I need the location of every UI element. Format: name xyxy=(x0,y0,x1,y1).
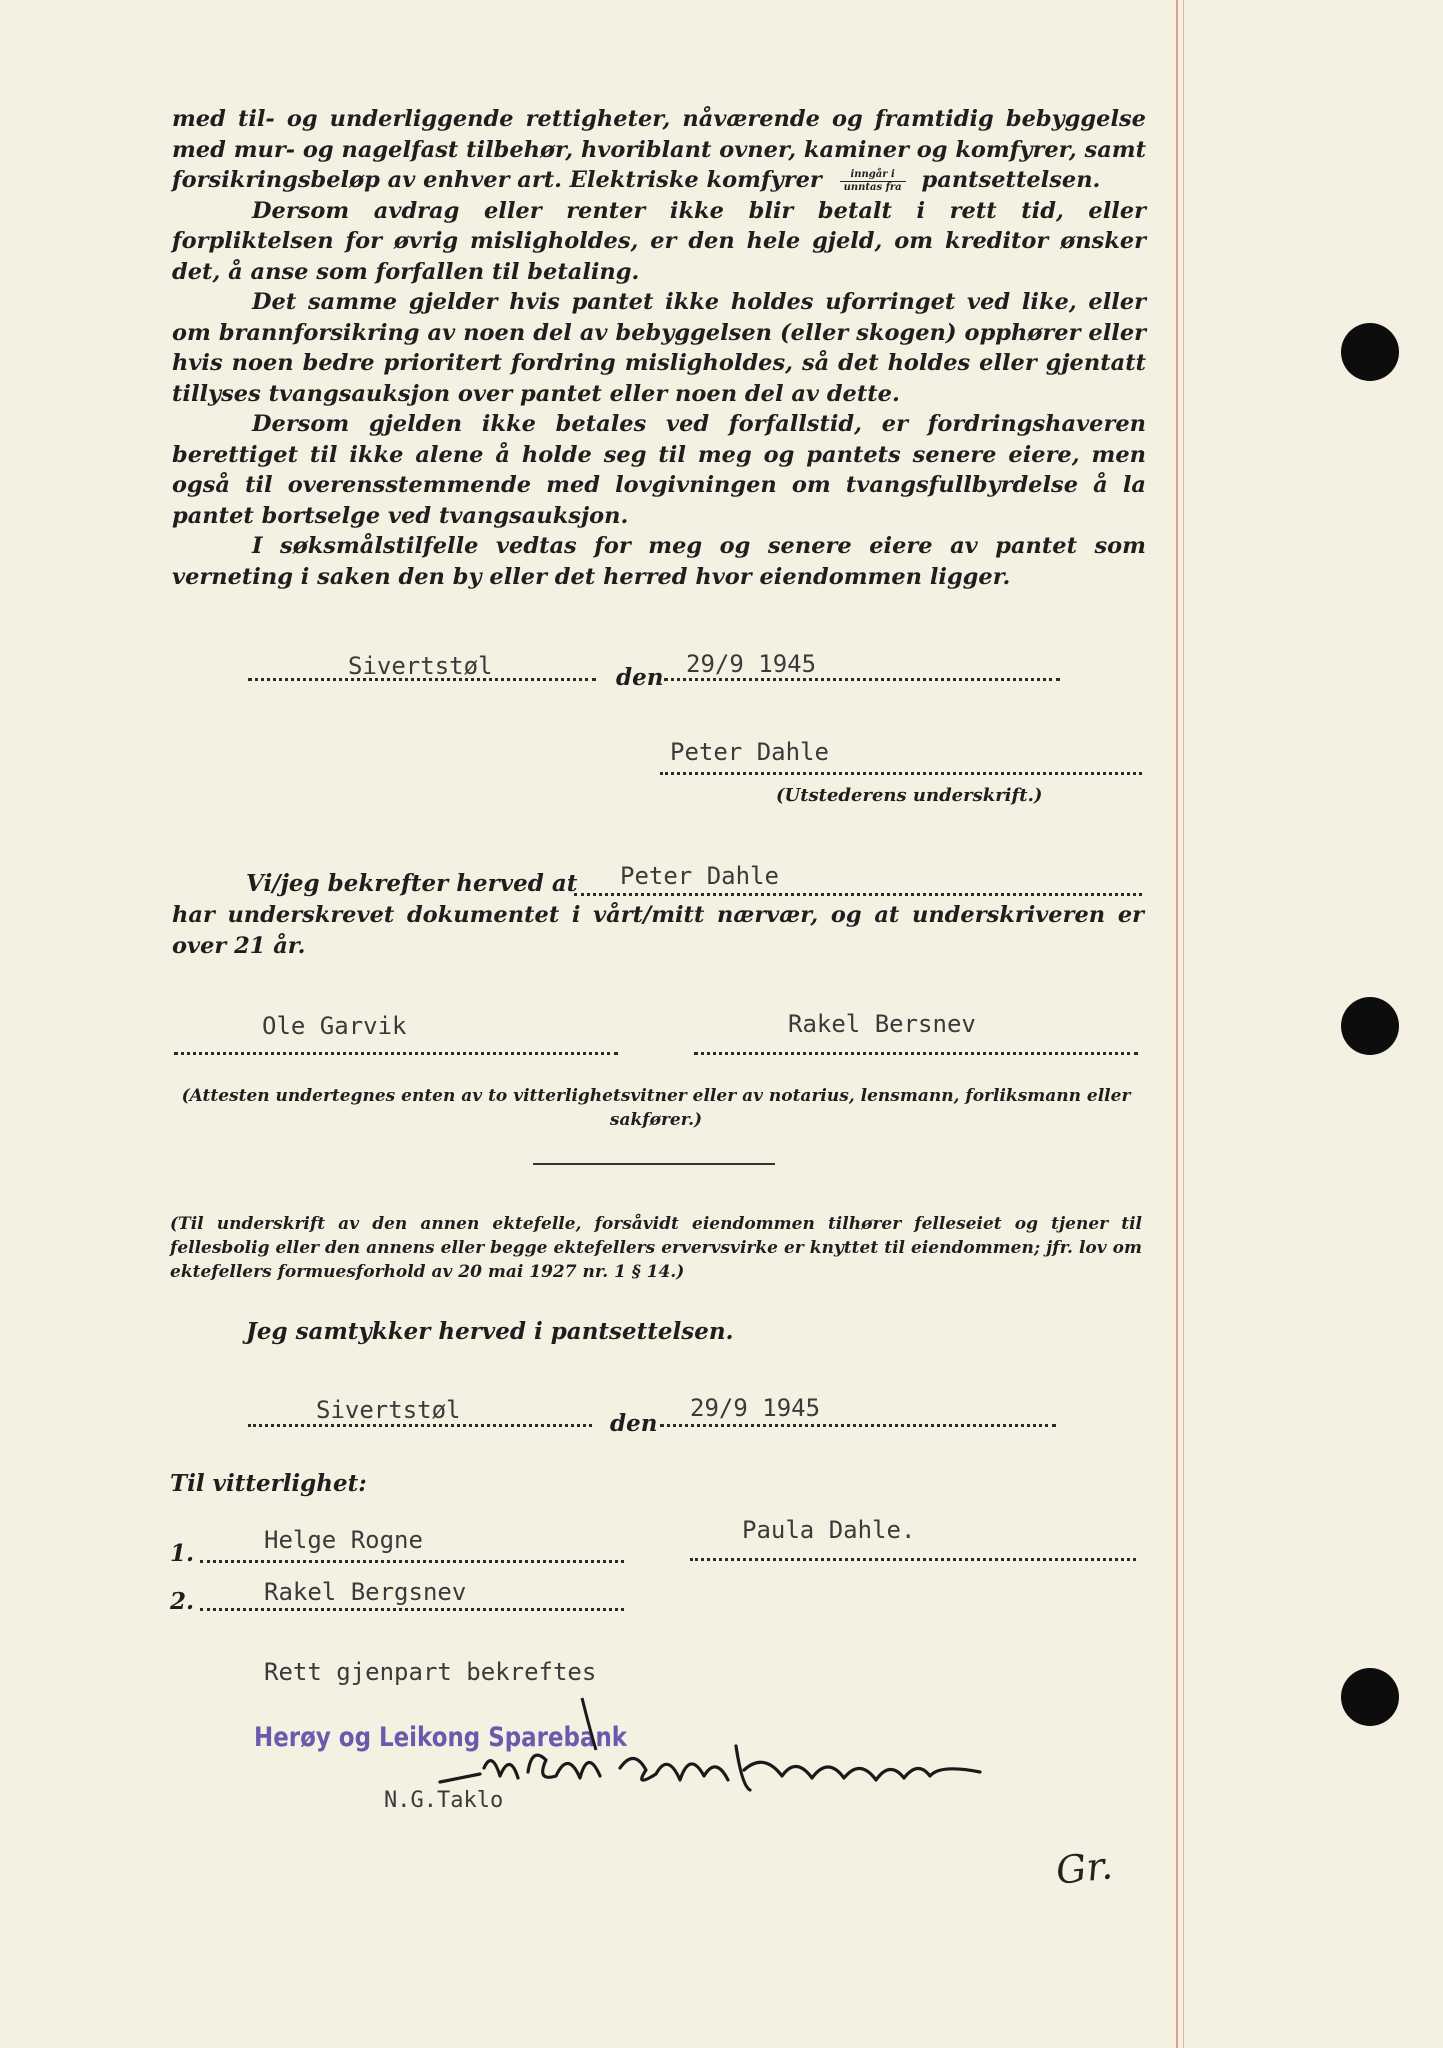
signature-stroke xyxy=(582,1698,596,1750)
spouse-signature: Paula Dahle. xyxy=(742,1516,916,1544)
issuer-dotted-line xyxy=(660,772,1142,775)
til-vitterlighet-label: Til vitterlighet: xyxy=(170,1470,367,1497)
certification-text: Rett gjenpart bekreftes xyxy=(264,1658,597,1686)
witness-1-dotted-line xyxy=(174,1052,618,1055)
spouse-date-dotted-line xyxy=(660,1424,1056,1427)
witness-1-signature: Ole Garvik xyxy=(262,1012,407,1040)
punch-hole-middle xyxy=(1341,997,1399,1055)
paragraph-3: Det samme gjelder hvis pantet ikke holdes uforringet ved like, eller om brannforsikring av noen del av bebyggelsen (eller skogen) opphører eller hvis noen bedre prioritert fordring misligholdes, så det holdes eller gjentatt tillyses tvangsauksjon over pantet eller noen del av dette. xyxy=(172,289,1146,407)
witness-2-dotted-line xyxy=(694,1052,1138,1055)
spouse-note: (Til underskrift av den annen ektefelle, forsåvidt eiendommen tilhører felleseiet og tjener til fellesbolig eller den annens eller begge ektefellers ervervsvirke er knyttet til eiendommen; jfr. lov om ektefellers formuesforhold av 20 mai 1927 nr. 1 § 14.) xyxy=(170,1214,1142,1282)
paragraph-1: med til- og underliggende rettigheter, nåværende og framtidig bebyggelse med mur- og nagelfast tilbehør, hvoriblant ovner, kaminer og komfyrer, samt forsikringsbeløp av enhver art. Elektriske komfyrer $\frac{\text{inngår i}}{\text{unntas fra}}$ pantsettelsen. xyxy=(172,106,1146,193)
spouse-witness-2-dotted-line xyxy=(200,1608,624,1611)
punch-hole-top xyxy=(1341,323,1399,381)
signing-place: Sivertstøl xyxy=(348,652,493,680)
witness-num-1: 1. xyxy=(170,1540,195,1567)
typed-signatory-name: N.G.Taklo xyxy=(384,1788,504,1813)
bank-stamp: Herøy og Leikong Sparebank xyxy=(254,1722,628,1753)
spouse-signature-dotted-line xyxy=(690,1558,1136,1561)
date-dotted-line xyxy=(664,678,1060,681)
witness-2-signature: Rakel Bersnev xyxy=(788,1010,976,1038)
paragraph-2: Dersom avdrag eller renter ikke blir betalt i rett tid, eller forpliktelsen for øvrig misligholdes, er den hele gjeld, om kreditor ønsker det, å anse som forfallen til betaling. xyxy=(172,197,1146,285)
signing-date: 29/9 1945 xyxy=(686,650,817,678)
spouse-place-dotted-line xyxy=(248,1424,592,1427)
spouse-witness-2: Rakel Bergsnev xyxy=(264,1578,467,1606)
spouse-witness-1: Helge Rogne xyxy=(264,1526,423,1554)
spouse-den-label: den xyxy=(610,1410,658,1437)
spouse-witness-1-dotted-line xyxy=(200,1560,624,1563)
witness-intro: Vi/jeg bekrefter herved at xyxy=(246,870,578,897)
witness-num-2: 2. xyxy=(170,1588,195,1615)
handwritten-signature xyxy=(420,1690,1020,1810)
signer-dotted-line xyxy=(574,893,1142,896)
signature-stroke-2 xyxy=(440,1746,980,1790)
signer-name: Peter Dahle xyxy=(620,862,779,890)
paragraph-4: Dersom gjelden ikke betales ved forfallstid, er fordringshaveren berettiget til ikke alene å holde seg til meg og pantets senere eiere, men også til overensstemmende med lovgivningen om tvangsfullbyrdelse å la pantet bortselge ved tvangsauksjon. xyxy=(172,411,1146,529)
witness-statement: har underskrevet dokumentet i vårt/mitt nærvær, og at underskriveren er over 21 år. xyxy=(172,902,1144,959)
issuer-caption: (Utstederens underskrift.) xyxy=(776,785,1043,806)
initials: Gr. xyxy=(1053,1843,1115,1893)
inclusion-fraction: $\frac{\text{inngår i}}{\text{unntas fra}}$ xyxy=(840,169,906,194)
margin-line-2 xyxy=(1183,0,1184,2048)
spouse-signing-date: 29/9 1945 xyxy=(690,1394,821,1422)
section-divider xyxy=(533,1163,775,1165)
paragraph-5: I søksmålstilfelle vedtas for meg og senere eiere av pantet som verneting i saken den by eller det herred hvor eiendommen ligger. xyxy=(172,533,1146,590)
den-label: den xyxy=(616,664,664,691)
punch-hole-bottom xyxy=(1341,1668,1399,1726)
spouse-consent: Jeg samtykker herved i pantsettelsen. xyxy=(246,1318,734,1345)
attestation-note: (Attesten undertegnes enten av to vitterlighetsvitner eller av notarius, lensmann, forliksmann eller sakfører.) xyxy=(181,1086,1131,1130)
margin-line xyxy=(1176,0,1178,2048)
issuer-signature: Peter Dahle xyxy=(670,738,829,766)
spouse-signing-place: Sivertstøl xyxy=(316,1396,461,1424)
mortgage-terms xyxy=(172,104,1146,592)
